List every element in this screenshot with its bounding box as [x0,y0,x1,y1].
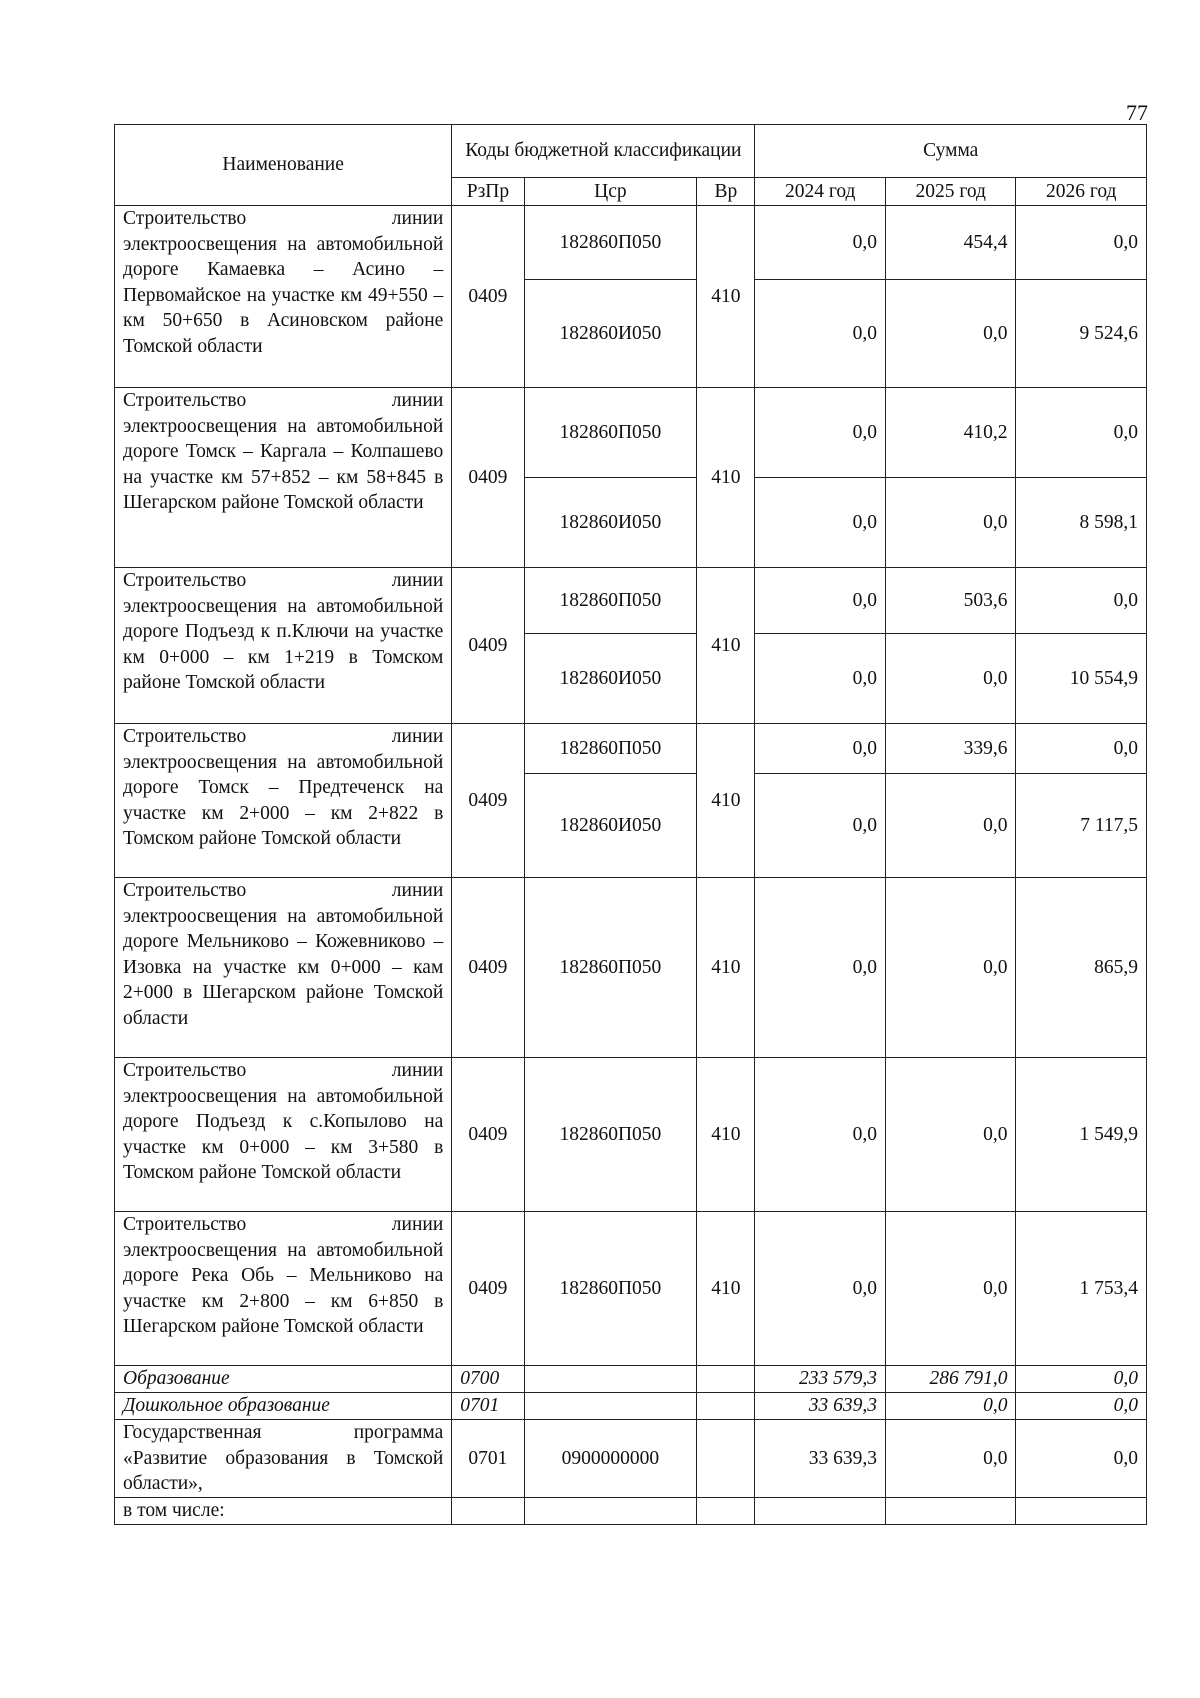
table-row [115,206,1147,280]
amount-2024: 0,0 [755,1058,886,1212]
vr-cell [697,1420,755,1498]
section-row-preschool [115,1393,1147,1420]
vr-cell: 410 [697,1058,755,1212]
amount-2026: 865,9 [1016,878,1147,1058]
csr-cell: 182860П050 [524,724,697,774]
amount-2026: 9 524,6 [1016,280,1147,388]
amount-2025: 0,0 [885,1058,1016,1212]
vr-cell [697,1366,755,1393]
table-row [115,878,1147,1058]
project-name: Строительство линии электроосвещения на автомобильной дороге Подъезд к с.Копылово на участке км 0+000 – км 3+580 в Томском районе Томской области [115,1058,452,1212]
amount-2025: 0,0 [885,1420,1016,1498]
amount-2026: 0,0 [1016,388,1147,478]
section-row-education [115,1366,1147,1393]
amount-2024: 33 639,3 [755,1420,886,1498]
program-name: Государственная программа «Развитие образования в Томской области», [115,1420,452,1498]
amount-2024: 0,0 [755,774,886,878]
vr-cell: 410 [697,724,755,878]
including-row [115,1498,1147,1525]
amount-2024: 0,0 [755,1212,886,1366]
header-sum-group: Сумма [755,125,1147,178]
amount-2026: 0,0 [1016,1366,1147,1393]
budget-table [114,124,1147,1525]
header-vr: Вр [697,178,755,206]
csr-cell: 182860П050 [524,388,697,478]
table-row [115,724,1147,774]
project-name: Строительство линии электроосвещения на автомобильной дороге Река Обь – Мельниково на участке км 2+800 – км 6+850 в Шегарском районе Томской области [115,1212,452,1366]
header-codes-group: Коды бюджетной классификации [452,125,755,178]
rzpr-cell: 0409 [452,878,524,1058]
csr-cell: 182860И050 [524,634,697,724]
rzpr-cell: 0409 [452,1058,524,1212]
csr-cell: 182860П050 [524,878,697,1058]
vr-cell: 410 [697,206,755,388]
header-2024: 2024 год [755,178,886,206]
empty-cell [885,1498,1016,1525]
csr-cell [524,1366,697,1393]
header-row-top [115,125,1147,178]
empty-cell [755,1498,886,1525]
amount-2026: 0,0 [1016,206,1147,280]
amount-2025: 410,2 [885,388,1016,478]
amount-2024: 33 639,3 [755,1393,886,1420]
section-name: Образование [115,1366,452,1393]
csr-cell: 182860П050 [524,206,697,280]
header-2026: 2026 год [1016,178,1147,206]
amount-2025: 0,0 [885,1393,1016,1420]
amount-2025: 286 791,0 [885,1366,1016,1393]
amount-2024: 0,0 [755,878,886,1058]
amount-2026: 1 753,4 [1016,1212,1147,1366]
empty-cell [1016,1498,1147,1525]
amount-2025: 454,4 [885,206,1016,280]
csr-cell [524,1393,697,1420]
csr-cell: 182860И050 [524,280,697,388]
amount-2025: 0,0 [885,1212,1016,1366]
csr-cell: 0900000000 [524,1420,697,1498]
amount-2026: 10 554,9 [1016,634,1147,724]
csr-cell: 182860П050 [524,1212,697,1366]
project-name: Строительство линии электроосвещения на автомобильной дороге Томск – Предтеченск на участке км 2+000 – км 2+822 в Томском районе Томской области [115,724,452,878]
header-rzpr: РзПр [452,178,524,206]
table-row [115,388,1147,478]
rzpr-cell: 0700 [452,1366,524,1393]
project-name: Строительство линии электроосвещения на автомобильной дороге Подъезд к п.Ключи на участке км 0+000 – км 1+219 в Томском районе Томской области [115,568,452,724]
amount-2026: 0,0 [1016,1420,1147,1498]
amount-2026: 0,0 [1016,724,1147,774]
table-row [115,1058,1147,1212]
amount-2025: 503,6 [885,568,1016,634]
rzpr-cell: 0701 [452,1393,524,1420]
header-csr: Цср [524,178,697,206]
including-label: в том числе: [115,1498,452,1525]
csr-cell: 182860И050 [524,774,697,878]
vr-cell [697,1393,755,1420]
empty-cell [697,1498,755,1525]
header-2025: 2025 год [885,178,1016,206]
vr-cell: 410 [697,388,755,568]
amount-2026: 8 598,1 [1016,478,1147,568]
rzpr-cell: 0409 [452,206,524,388]
vr-cell: 410 [697,1212,755,1366]
amount-2024: 0,0 [755,280,886,388]
amount-2026: 0,0 [1016,568,1147,634]
table-row [115,1212,1147,1366]
rzpr-cell: 0409 [452,724,524,878]
amount-2025: 0,0 [885,280,1016,388]
rzpr-cell: 0701 [452,1420,524,1498]
empty-cell [524,1498,697,1525]
amount-2025: 0,0 [885,774,1016,878]
amount-2025: 0,0 [885,634,1016,724]
program-row [115,1420,1147,1498]
page-number: 77 [1126,100,1148,125]
vr-cell: 410 [697,568,755,724]
amount-2024: 0,0 [755,724,886,774]
project-name: Строительство линии электроосвещения на автомобильной дороге Томск – Каргала – Колпашево на участке км 57+852 – км 58+845 в Шегарском районе Томской области [115,388,452,568]
table-row [115,568,1147,634]
vr-cell: 410 [697,878,755,1058]
amount-2026: 0,0 [1016,1393,1147,1420]
amount-2025: 0,0 [885,878,1016,1058]
amount-2024: 0,0 [755,568,886,634]
project-name: Строительство линии электроосвещения на автомобильной дороге Камаевка – Асино – Первомайское на участке км 49+550 – км 50+650 в Асиновском районе Томской области [115,206,452,388]
amount-2025: 339,6 [885,724,1016,774]
amount-2025: 0,0 [885,478,1016,568]
rzpr-cell: 0409 [452,388,524,568]
amount-2026: 1 549,9 [1016,1058,1147,1212]
csr-cell: 182860И050 [524,478,697,568]
csr-cell: 182860П050 [524,1058,697,1212]
amount-2024: 0,0 [755,388,886,478]
amount-2024: 0,0 [755,478,886,568]
amount-2026: 7 117,5 [1016,774,1147,878]
csr-cell: 182860П050 [524,568,697,634]
empty-cell [452,1498,524,1525]
rzpr-cell: 0409 [452,1212,524,1366]
rzpr-cell: 0409 [452,568,524,724]
header-name: Наименование [115,125,452,206]
amount-2024: 0,0 [755,206,886,280]
project-name: Строительство линии электроосвещения на автомобильной дороге Мельниково – Кожевниково – Изовка на участке км 0+000 – кам 2+000 в Шегарском районе Томской области [115,878,452,1058]
amount-2024: 0,0 [755,634,886,724]
section-name: Дошкольное образование [115,1393,452,1420]
amount-2024: 233 579,3 [755,1366,886,1393]
